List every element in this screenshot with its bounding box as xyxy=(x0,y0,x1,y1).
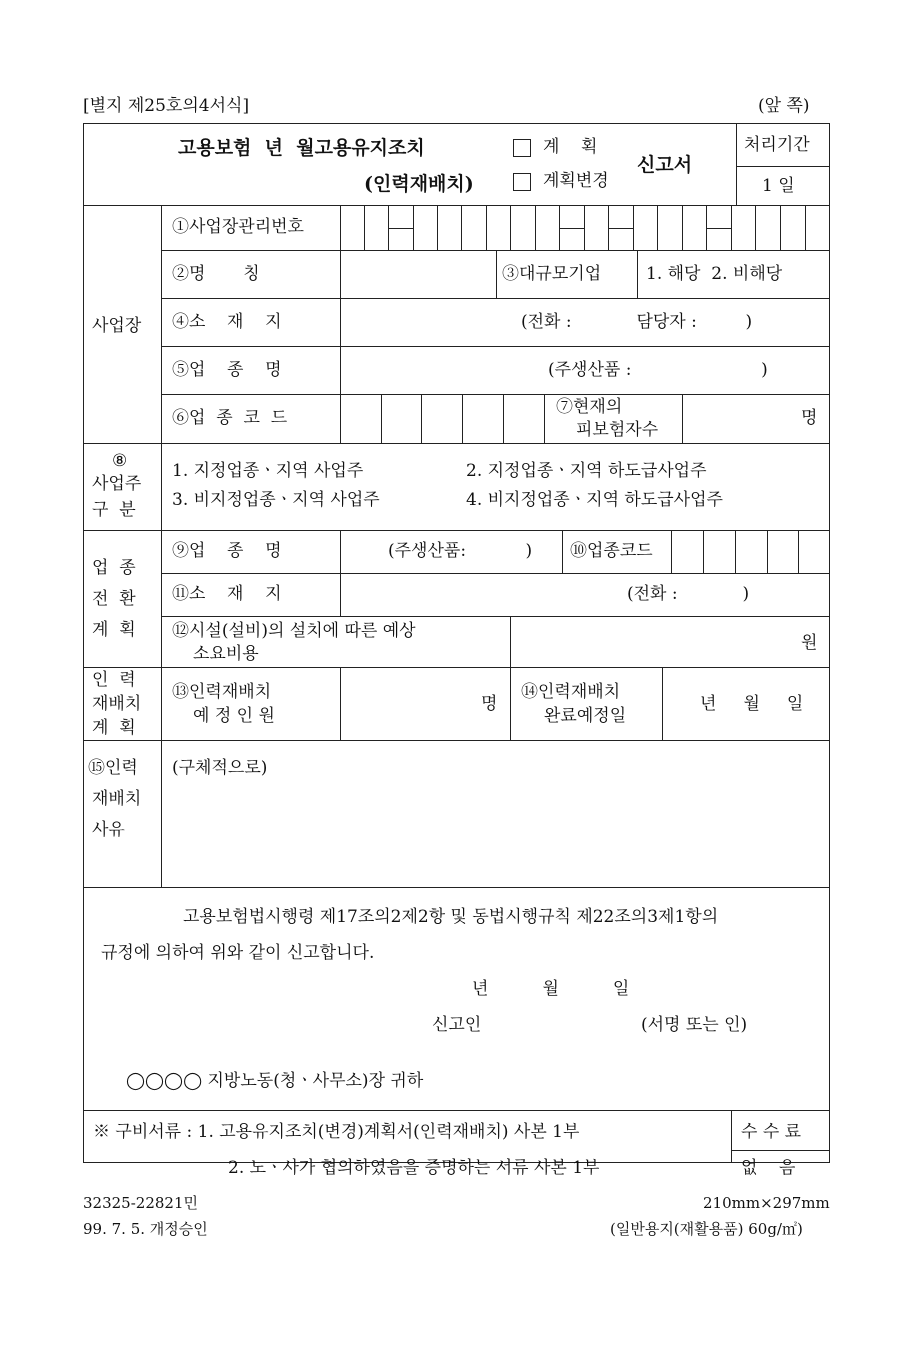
conversion-label-3: 계 획 xyxy=(92,620,136,640)
new-address-label: ⑪소 재 지 xyxy=(172,584,282,604)
digit-cell xyxy=(805,205,806,250)
divider xyxy=(83,1110,830,1111)
title-suffix: 신고서 xyxy=(637,154,693,176)
industry-name-label: ⑤업 종 명 xyxy=(172,360,282,380)
new-industry-label: ⑨업 종 명 xyxy=(172,541,282,561)
insured-count-label-2: 피보험자수 xyxy=(576,420,659,440)
divider xyxy=(83,667,830,668)
plan-change-checkbox[interactable] xyxy=(513,173,531,191)
facility-cost-label-2: 소요비용 xyxy=(193,644,259,664)
phone-manager-field[interactable]: (전화 : 담당자 : ) xyxy=(521,312,753,332)
code-cell xyxy=(735,530,736,573)
divider xyxy=(161,205,162,887)
reporter-label: 신고인 xyxy=(432,1015,482,1035)
digit-cell xyxy=(437,205,438,250)
divider xyxy=(161,394,830,395)
dash-mark xyxy=(388,228,413,229)
dash-mark xyxy=(608,228,633,229)
page-side: (앞 쪽) xyxy=(758,96,810,116)
divider xyxy=(83,740,830,741)
code-cell xyxy=(798,530,799,573)
digit-cell xyxy=(413,205,414,250)
digit-cell xyxy=(461,205,462,250)
fee-value: 없 음 xyxy=(741,1158,796,1178)
divider xyxy=(161,573,830,574)
declaration-text-2: 규정에 의하여 위와 같이 신고합니다. xyxy=(101,943,375,963)
digit-cell xyxy=(780,205,781,250)
reassign-label-3: 계 획 xyxy=(92,718,136,738)
divider xyxy=(340,205,341,443)
divider xyxy=(736,166,830,167)
address-label: ④소 재 지 xyxy=(172,312,282,332)
divider xyxy=(496,250,497,298)
reason-label-3: 사유 xyxy=(92,820,125,840)
employer-option-4[interactable]: 4. 비지정업종ㆍ지역 하도급사업주 xyxy=(466,490,723,510)
insured-count-unit: 명 xyxy=(801,408,818,428)
plan-change-option-label: 계획변경 xyxy=(543,171,609,191)
divider xyxy=(83,205,830,206)
planned-staff-unit: 명 xyxy=(481,694,498,714)
digit-cell xyxy=(486,205,487,250)
completion-date-field[interactable]: 년 월 일 xyxy=(700,694,804,714)
approval-date: 99. 7. 5. 개정승인 xyxy=(83,1220,208,1238)
code-cell xyxy=(462,394,463,443)
code-cell xyxy=(703,530,704,573)
divider xyxy=(340,667,341,740)
digit-cell xyxy=(755,205,756,250)
new-phone-field[interactable]: (전화 : ) xyxy=(627,584,750,604)
digit-cell xyxy=(731,205,732,250)
divider xyxy=(731,1150,830,1151)
reason-label-1: ⑮인력 xyxy=(88,758,138,778)
required-docs-2: 2. 노ㆍ사가 협의하였음을 증명하는 서류 사본 1부 xyxy=(228,1158,600,1178)
code-cell xyxy=(381,394,382,443)
planned-staff-label-2: 예 정 인 원 xyxy=(193,706,275,726)
industry-code-label: ⑥업 종 코 드 xyxy=(172,408,288,428)
divider xyxy=(83,530,830,531)
plan-option-label: 계 획 xyxy=(543,137,598,157)
facility-cost-label-1: ⑫시설(설비)의 설치에 따른 예상 xyxy=(172,621,416,641)
conversion-label-1: 업 종 xyxy=(92,558,136,578)
code-cell xyxy=(503,394,504,443)
title-line1: 고용보험 년 월고용유지조치 xyxy=(178,137,425,159)
code-cell xyxy=(767,530,768,573)
workplace-section-label: 사업장 xyxy=(92,316,142,336)
completion-date-label-2: 완료예정일 xyxy=(544,706,627,726)
divider xyxy=(671,530,672,573)
reassign-label-1: 인 력 xyxy=(92,670,136,690)
reassign-label-2: 재배치 xyxy=(92,694,142,714)
digit-cell xyxy=(657,205,658,250)
dash-mark xyxy=(559,228,584,229)
digit-cell xyxy=(364,205,365,250)
divider xyxy=(562,530,563,573)
large-company-label: ③대규모기업 xyxy=(502,264,602,284)
fee-label: 수 수 료 xyxy=(741,1122,802,1142)
divider xyxy=(161,616,830,617)
reason-label-2: 재배치 xyxy=(92,789,142,809)
divider xyxy=(682,394,683,443)
main-product-field[interactable]: (주생산품 : ) xyxy=(548,360,768,380)
employer-option-2[interactable]: 2. 지정업종ㆍ지역 하도급사업주 xyxy=(466,461,707,481)
mgmt-number-label: ①사업장관리번호 xyxy=(172,217,304,237)
conversion-label-2: 전 환 xyxy=(92,589,136,609)
divider xyxy=(161,298,830,299)
required-docs-1: ※ 구비서류 : 1. 고용유지조치(변경)계획서(인력재배치) 사본 1부 xyxy=(93,1122,580,1142)
processing-period-value: 1 일 xyxy=(762,176,795,196)
digit-cell xyxy=(682,205,683,250)
employer-type-label-1: 사업주 xyxy=(92,474,142,494)
divider xyxy=(662,667,663,740)
divider xyxy=(637,250,638,298)
digit-cell xyxy=(633,205,634,250)
divider xyxy=(544,394,545,443)
planned-staff-label-1: ⑬인력재배치 xyxy=(172,682,272,702)
digit-cell xyxy=(535,205,536,250)
employer-type-number: ⑧ xyxy=(112,451,128,471)
declaration-text-1: 고용보험법시행령 제17조의2제2항 및 동법시행규칙 제22조의3제1항의 xyxy=(183,907,719,927)
employer-option-1[interactable]: 1. 지정업종ㆍ지역 사업주 xyxy=(172,461,364,481)
divider xyxy=(161,346,830,347)
signature-field[interactable]: (서명 또는 인) xyxy=(641,1015,748,1035)
divider xyxy=(731,1110,732,1163)
code-cell xyxy=(421,394,422,443)
paper-type: (일반용지(재활용품) 60g/㎡) xyxy=(610,1220,803,1238)
addressee: ◯◯◯◯ 지방노동(청ㆍ사무소)장 귀하 xyxy=(126,1071,424,1091)
reason-field[interactable]: (구체적으로) xyxy=(172,758,268,778)
large-company-options: 1. 해당 2. 비해당 xyxy=(646,264,783,284)
report-date[interactable]: 년 월 일 xyxy=(472,979,630,999)
insured-count-label-1: ⑦현재의 xyxy=(556,397,623,417)
completion-date-label-1: ⑭인력재배치 xyxy=(521,682,621,702)
employer-option-3[interactable]: 3. 비지정업종ㆍ지역 사업주 xyxy=(172,490,380,510)
employer-type-label-2: 구 분 xyxy=(92,500,136,520)
title-line2: (인력재배치) xyxy=(364,173,474,195)
paper-size: 210mm×297mm xyxy=(703,1194,830,1212)
divider xyxy=(83,887,830,888)
digit-cell xyxy=(510,205,511,250)
plan-checkbox[interactable] xyxy=(513,139,531,157)
facility-cost-unit: 원 xyxy=(801,633,818,653)
new-product-field[interactable]: (주생산품: ) xyxy=(388,541,533,561)
processing-period-label: 처리기간 xyxy=(744,135,810,155)
dash-mark xyxy=(706,228,731,229)
divider xyxy=(510,616,511,740)
divider xyxy=(736,123,737,205)
divider xyxy=(83,443,830,444)
form-number: [별지 제25호의4서식] xyxy=(83,96,250,116)
form-code: 32325-22821민 xyxy=(83,1194,198,1212)
name-label: ②명 칭 xyxy=(172,264,260,284)
digit-cell xyxy=(584,205,585,250)
new-industry-code-label: ⑩업종코드 xyxy=(570,541,653,561)
